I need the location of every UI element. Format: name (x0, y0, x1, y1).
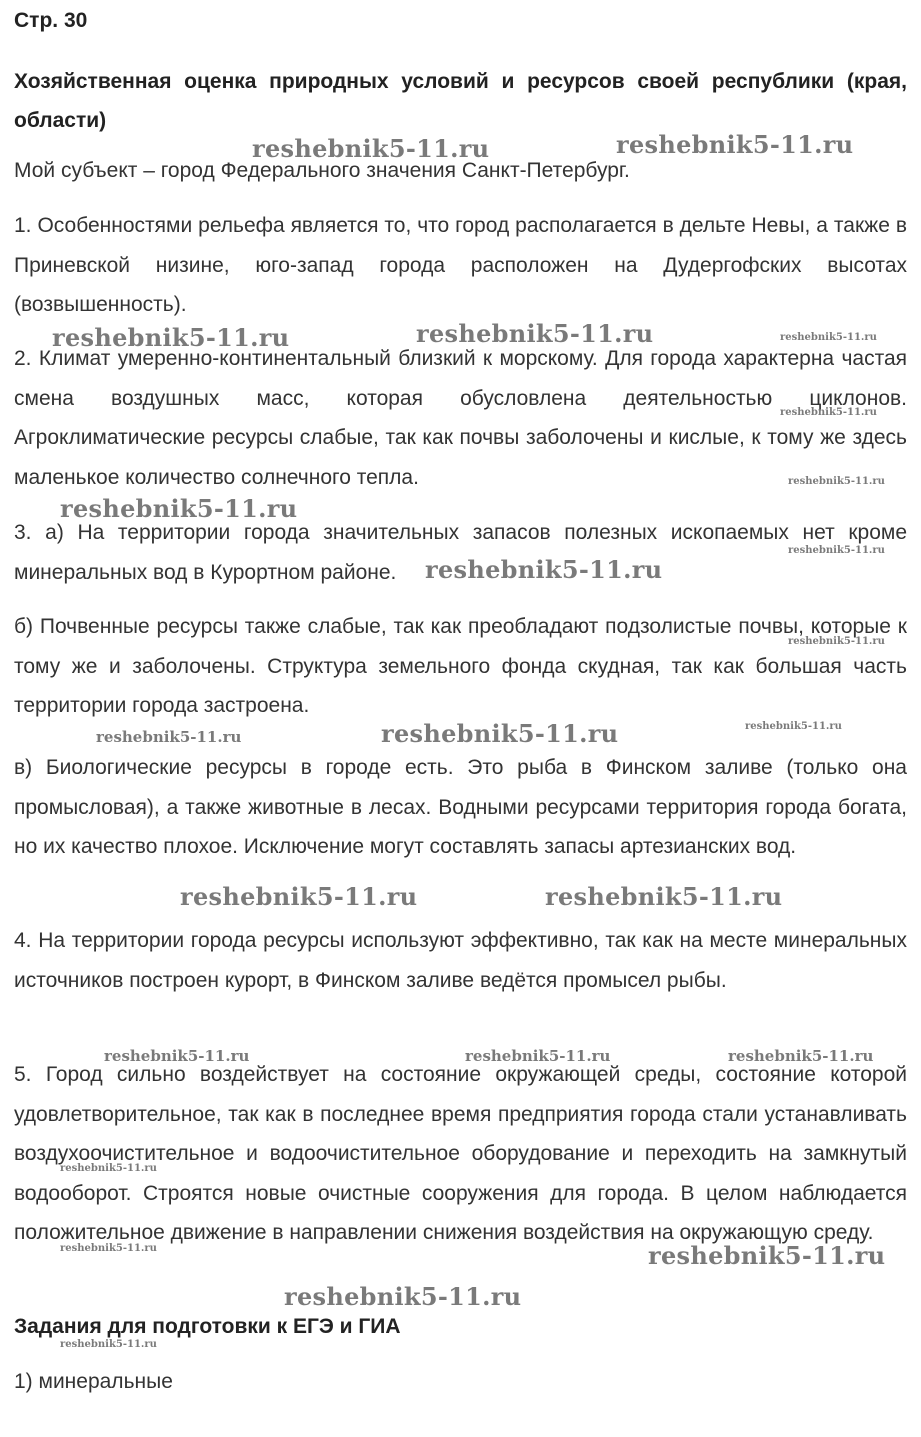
paragraph-usage: 4. На территории города ресурсы используют эффективно, так как на месте минеральных источников построен курорт, в Финском заливе ведётся промысел рыбы. (14, 929, 907, 992)
paragraph-minerals: 3. а) На территории города значительных запасов полезных ископаемых нет кроме минеральных вод в Курортном районе. (14, 521, 907, 584)
watermark: reshebnik5-11.ru (745, 721, 842, 732)
watermark: reshebnik5-11.ru (545, 882, 783, 911)
watermark: reshebnik5-11.ru (425, 555, 663, 584)
watermark: reshebnik5-11.ru (52, 323, 290, 352)
watermark: reshebnik5-11.ru (252, 134, 490, 163)
watermark: reshebnik5-11.ru (60, 1243, 157, 1254)
watermark: reshebnik5-11.ru (788, 636, 885, 647)
paragraph-soil: б) Почвенные ресурсы также слабые, так как преобладают подзолистые почвы, которые к тому же и заболочены. Структура земельного фонда скудная, так как большая часть территории города застроена. (14, 615, 907, 717)
page-number: Стр. 30 (14, 9, 88, 32)
paragraph-climate: 2. Климат умеренно-континентальный близкий к морскому. Для города характерна частая смена воздушных масс, которая обусловлена деятельностью циклонов. Агроклиматические ресурсы слабые, так как почвы заболочены и кислые, к тому же здесь маленькое количество солнечного тепла. (14, 347, 907, 489)
watermark: reshebnik5-11.ru (60, 1339, 157, 1350)
paragraph-relief: 1. Особенностями рельефа является то, что город располагается в дельте Невы, а также в Приневской низине, юго-запад города расположен на Дудергофских высотах (возвышенность). (14, 214, 907, 316)
watermark: reshebnik5-11.ru (416, 319, 654, 348)
watermark: reshebnik5-11.ru (788, 476, 885, 487)
answer-text: 1) минеральные (14, 1370, 173, 1393)
watermark: reshebnik5-11.ru (788, 545, 885, 556)
watermark: reshebnik5-11.ru (180, 882, 418, 911)
watermark: reshebnik5-11.ru (728, 1047, 874, 1065)
watermark: reshebnik5-11.ru (284, 1282, 522, 1311)
watermark: reshebnik5-11.ru (465, 1047, 611, 1065)
watermark: reshebnik5-11.ru (616, 130, 854, 159)
watermark: reshebnik5-11.ru (648, 1241, 886, 1270)
section-title: Хозяйственная оценка природных условий и ресурсов своей республики (края, области) (14, 70, 907, 132)
watermark: reshebnik5-11.ru (60, 1163, 157, 1174)
watermark: reshebnik5-11.ru (60, 494, 298, 523)
watermark: reshebnik5-11.ru (96, 728, 242, 746)
tasks-heading: Задания для подготовки к ЕГЭ и ГИА (14, 1315, 401, 1338)
watermark: reshebnik5-11.ru (104, 1047, 250, 1065)
paragraph-subject: Мой субъект – город Федерального значения Санкт-Петербург. (14, 159, 630, 182)
paragraph-environment: 5. Город сильно воздействует на состояние окружающей среды, состояние которой удовлетворительное, так как в последнее время предприятия города стали устанавливать воздухоочистительное и водоочистительное оборудование и переходить на замкнутый водооборот. Строятся новые очистные сооружения для города. В целом наблюдается положительное движение в направлении снижения воздействия на окружающую среду. (14, 1063, 907, 1244)
watermark: reshebnik5-11.ru (780, 332, 877, 343)
paragraph-bio: в) Биологические ресурсы в городе есть. Это рыба в Финском заливе (только она промысловая), а также животные в лесах. Водными ресурсами территория города богата, но их качество плохое. Исключение могут составлять запасы артезианских вод. (14, 756, 907, 858)
watermark: reshebnik5-11.ru (780, 407, 877, 418)
watermark: reshebnik5-11.ru (381, 719, 619, 748)
